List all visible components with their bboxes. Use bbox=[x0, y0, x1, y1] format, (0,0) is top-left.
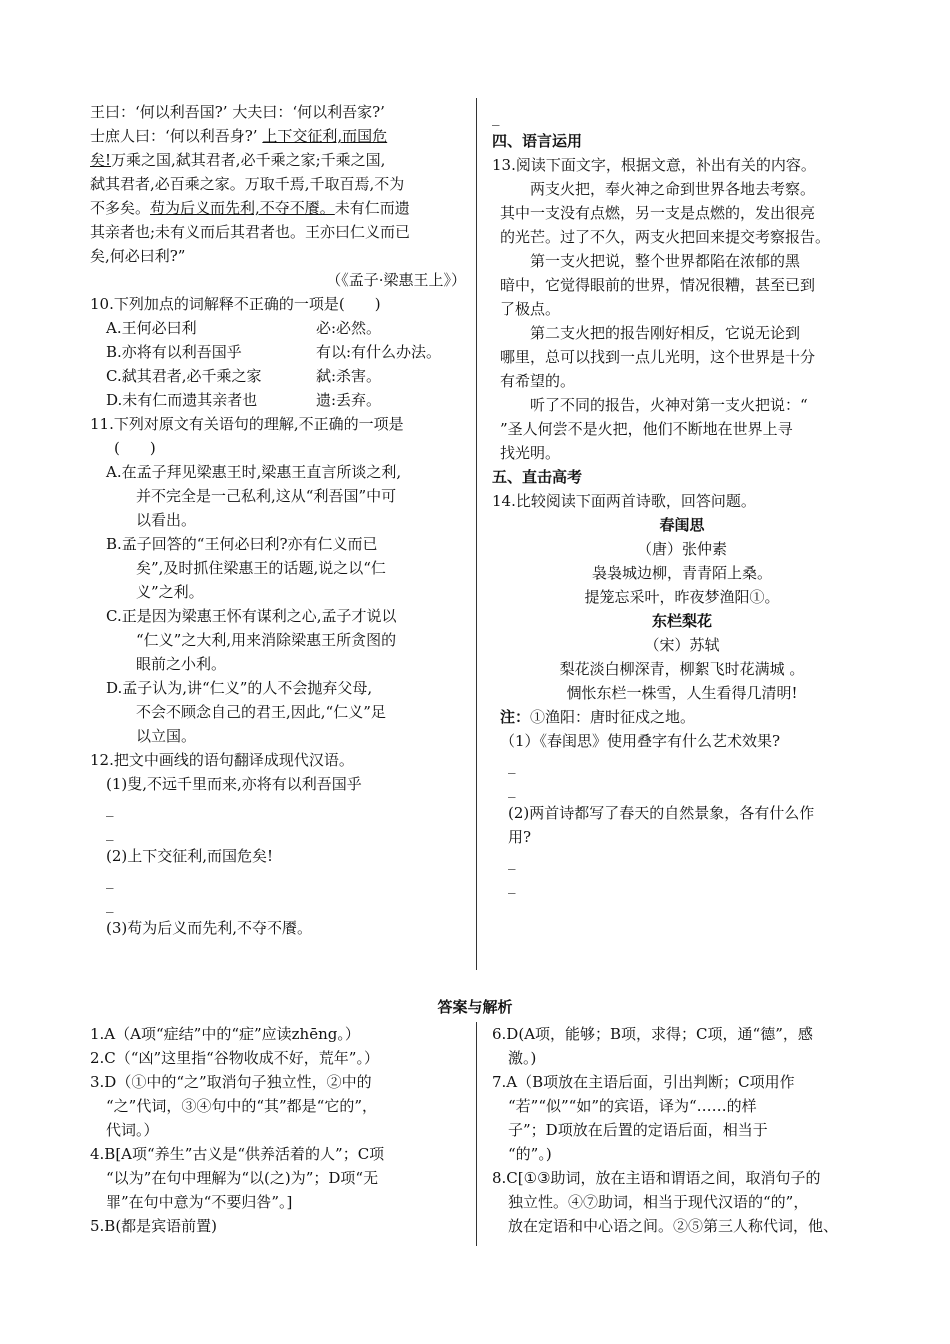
q11-option-line: 不会不顾念自己的君王,因此,“仁义”足 bbox=[136, 703, 386, 721]
passage-line: 矣,何必曰利?” bbox=[90, 247, 186, 265]
answer-item-cont: “之”代词，③④句中的“其”都是“它的”， bbox=[106, 1097, 378, 1115]
answer-item-cont: 独立性。④⑦助词，相当于现代汉语的“的”， bbox=[508, 1193, 809, 1211]
q13-line: 第二支火把的报告刚好相反，它说无论到 bbox=[530, 324, 801, 342]
q13-line: 有希望的。 bbox=[500, 372, 576, 390]
column-divider bbox=[476, 98, 477, 970]
q13-line: 两支火把，奉火神之命到世界各地去考察。 bbox=[530, 180, 816, 198]
q10-option: B.亦将有以利吾国乎 有以:有什么办法。 bbox=[106, 343, 442, 361]
answer-item: 2.C（“凶”这里指“谷物收成不好，荒年”。） bbox=[90, 1049, 379, 1067]
question-11-stem: 11.下列对原文有关语句的理解,不正确的一项是 bbox=[90, 415, 404, 433]
question-10-options bbox=[90, 316, 466, 412]
answer-item-cont: “若”“似”“如”的宾语，译为“……的样 bbox=[508, 1097, 757, 1115]
q11-option-line: 以立国。 bbox=[136, 727, 197, 745]
poem-1-line: 袅袅城边柳，青青陌上桑。 bbox=[591, 564, 772, 582]
answer-item-cont: “以为”在句中理解为“以(之)为”；D项“无 bbox=[106, 1169, 379, 1187]
q13-line: 了极点。 bbox=[500, 300, 561, 318]
left-column bbox=[90, 100, 466, 940]
q13-line: 第一支火把说，整个世界都陷在浓郁的黑 bbox=[530, 252, 801, 270]
answer-blank[interactable]: _ bbox=[106, 895, 114, 913]
answer-item-cont: 代词。） bbox=[106, 1121, 159, 1139]
answer-item: 1.A（A项“症结”中的“症”应读zhēng。） bbox=[90, 1025, 360, 1043]
q10-option: D.未有仁而遗其亲者也 遗:丢弃。 bbox=[106, 391, 382, 409]
q11-option-line: C.正是因为梁惠王怀有谋利之心,孟子才说以 bbox=[106, 607, 397, 625]
poem-note: 注：①渔阳：唐时征戍之地。 bbox=[500, 708, 696, 726]
question-13-stem: 13.阅读下面文字，根据文意，补出有关的内容。 bbox=[492, 156, 816, 174]
answer-item-cont: “的”。) bbox=[508, 1145, 552, 1163]
q11-option-line: “仁义”之大利,用来消除梁惠王所贪图的 bbox=[136, 631, 397, 649]
poem-1-title: 春闺思 bbox=[659, 516, 705, 534]
q10-option: C.弑其君者,必千乘之家 弑:杀害。 bbox=[106, 367, 382, 385]
answer-item: 7.A（B项放在主语后面，引出判断；C项用作 bbox=[492, 1073, 795, 1091]
answer-blank[interactable]: _ bbox=[106, 823, 114, 841]
answer-item: 3.D（①中的“之”取消句子独立性，②中的 bbox=[90, 1073, 372, 1091]
answer-item-cont: 放在定语和中心语之间。②⑤第三人称代词，他、 bbox=[508, 1217, 839, 1235]
answer-item: 8.C[①③助词，放在主语和谓语之间，取消句子的 bbox=[492, 1169, 821, 1187]
poem-1-author: （唐）张仲素 bbox=[636, 540, 727, 558]
right-column bbox=[492, 105, 872, 897]
passage-line: 不多矣。苟为后义而先利,不夺不餍。未有仁而遗 bbox=[90, 199, 410, 217]
answer-blank[interactable]: _ bbox=[508, 852, 516, 870]
q12-item: (2)上下交征利,而国危矣! bbox=[106, 847, 274, 865]
q12-item: (1)叟,不远千里而来,亦将有以利吾国乎 bbox=[106, 775, 362, 793]
underlined-sentence-1-end: 矣! bbox=[90, 151, 112, 169]
question-12-stem: 12.把文中画线的语句翻译成现代汉语。 bbox=[90, 751, 354, 769]
answers-title: 答案与解析 bbox=[437, 998, 513, 1016]
q13-line: ”圣人何尝不是火把，他们不断地在世界上寻 bbox=[500, 420, 793, 438]
answer-item-cont: 激。) bbox=[508, 1049, 537, 1067]
poem-1-line: 提笼忘采叶，昨夜梦渔阳①。 bbox=[584, 588, 780, 606]
q11-option-line: D.孟子认为,讲“仁义”的人不会抛弃父母, bbox=[106, 679, 373, 697]
passage-source: （《孟子·梁惠王上》） bbox=[326, 271, 466, 289]
answer-column-divider bbox=[476, 1022, 477, 1246]
q12-item: (3)苟为后义而先利,不夺不餍。 bbox=[106, 919, 313, 937]
answer-item: 5.B(都是宾语前置) bbox=[90, 1217, 218, 1235]
q11-option-line: 矣”,及时抓住梁惠王的话题,说之以“仁 bbox=[136, 559, 386, 577]
q11-option-line: 眼前之小利。 bbox=[136, 655, 227, 673]
passage-line: 矣!万乘之国,弑其君者,必千乘之家;千乘之国, bbox=[90, 151, 386, 169]
underlined-sentence-1: 上下交征利,而国危 bbox=[262, 127, 388, 145]
question-13-text bbox=[492, 177, 872, 465]
passage-line: 士庶人曰：‘何以利吾身?’ 上下交征利,而国危 bbox=[90, 127, 388, 145]
question-10-stem: 10.下列加点的词解释不正确的一项是( ) bbox=[90, 295, 381, 313]
q14-part-1: （1）《春闺思》使用叠字有什么艺术效果? bbox=[500, 732, 781, 750]
question-11-paren: ( ) bbox=[114, 439, 156, 457]
q11-option-line: 以看出。 bbox=[136, 511, 197, 529]
answer-blank[interactable]: _ bbox=[106, 871, 114, 889]
question-14-stem: 14.比较阅读下面两首诗歌，回答问题。 bbox=[492, 492, 756, 510]
answer-blank[interactable]: _ bbox=[508, 876, 516, 894]
answers-right-column bbox=[492, 1022, 872, 1238]
q13-line: 找光明。 bbox=[500, 444, 561, 462]
passage-line: 王曰：‘何以利吾国?’ 大夫曰：‘何以利吾家?’ bbox=[90, 103, 385, 121]
poem-2-author: （宋）苏轼 bbox=[644, 636, 720, 654]
section-5-heading: 五、直击高考 bbox=[492, 468, 583, 486]
poem-2-line: 梨花淡白柳深青，柳絮飞时花满城 。 bbox=[559, 660, 805, 678]
q11-option-line: 并不完全是一己私利,这从“利吾国”中可 bbox=[136, 487, 397, 505]
q14-part-2: 用? bbox=[508, 828, 532, 846]
answer-item-cont: 罪”在句中意为“不要归咎”。] bbox=[106, 1193, 293, 1211]
q11-option-line: 义”之利。 bbox=[136, 583, 204, 601]
q13-line: 哪里，总可以找到一点儿光明，这个世界是十分 bbox=[500, 348, 816, 366]
section-4-heading: 四、语言运用 bbox=[492, 132, 583, 150]
passage-line: 弑其君者,必百乘之家。万取千焉,千取百焉,不为 bbox=[90, 175, 405, 193]
q13-line: 的光芒。过了不久，两支火把回来提交考察报告。 bbox=[500, 228, 831, 246]
answer-item: 4.B[A项“养生”古义是“供养活着的人”；C项 bbox=[90, 1145, 385, 1163]
poem-2-line: 惆怅东栏一株雪，人生看得几清明! bbox=[566, 684, 798, 702]
q14-part-2: (2)两首诗都写了春天的自然景象，各有什么作 bbox=[508, 804, 815, 822]
q11-option-line: B.孟子回答的“王何必曰利?亦有仁义而已 bbox=[106, 535, 378, 553]
passage-line: 其亲者也;未有义而后其君者也。王亦曰仁义而已 bbox=[90, 223, 411, 241]
q13-line: 其中一支没有点燃，另一支是点燃的，发出很亮 bbox=[500, 204, 816, 222]
q11-option-line: A.在孟子拜见梁惠王时,梁惠王直言所谈之利, bbox=[106, 463, 402, 481]
answer-blank[interactable]: _ bbox=[106, 799, 114, 817]
answer-blank[interactable]: _ bbox=[508, 756, 516, 774]
answer-blank[interactable]: _ bbox=[508, 780, 516, 798]
q10-option: A.王何必曰利 必:必然。 bbox=[106, 319, 382, 337]
q13-line: 暗中，它觉得眼前的世界，情况很糟，甚至已到 bbox=[500, 276, 816, 294]
poem-2-title: 东栏梨花 bbox=[651, 612, 712, 630]
q13-line: 听了不同的报告，火神对第一支火把说：“ bbox=[530, 396, 808, 414]
question-11-options bbox=[90, 460, 466, 748]
underlined-sentence-2: 苟为后义而先利,不夺不餍。 bbox=[150, 199, 335, 217]
answers-left-column bbox=[90, 1022, 466, 1238]
answer-item: 6.D(A项，能够；B项，求得；C项，通“德”，感 bbox=[492, 1025, 813, 1043]
answer-blank[interactable]: _ bbox=[492, 108, 500, 126]
answer-item-cont: 子”；D项放在后置的定语后面，相当于 bbox=[508, 1121, 768, 1139]
